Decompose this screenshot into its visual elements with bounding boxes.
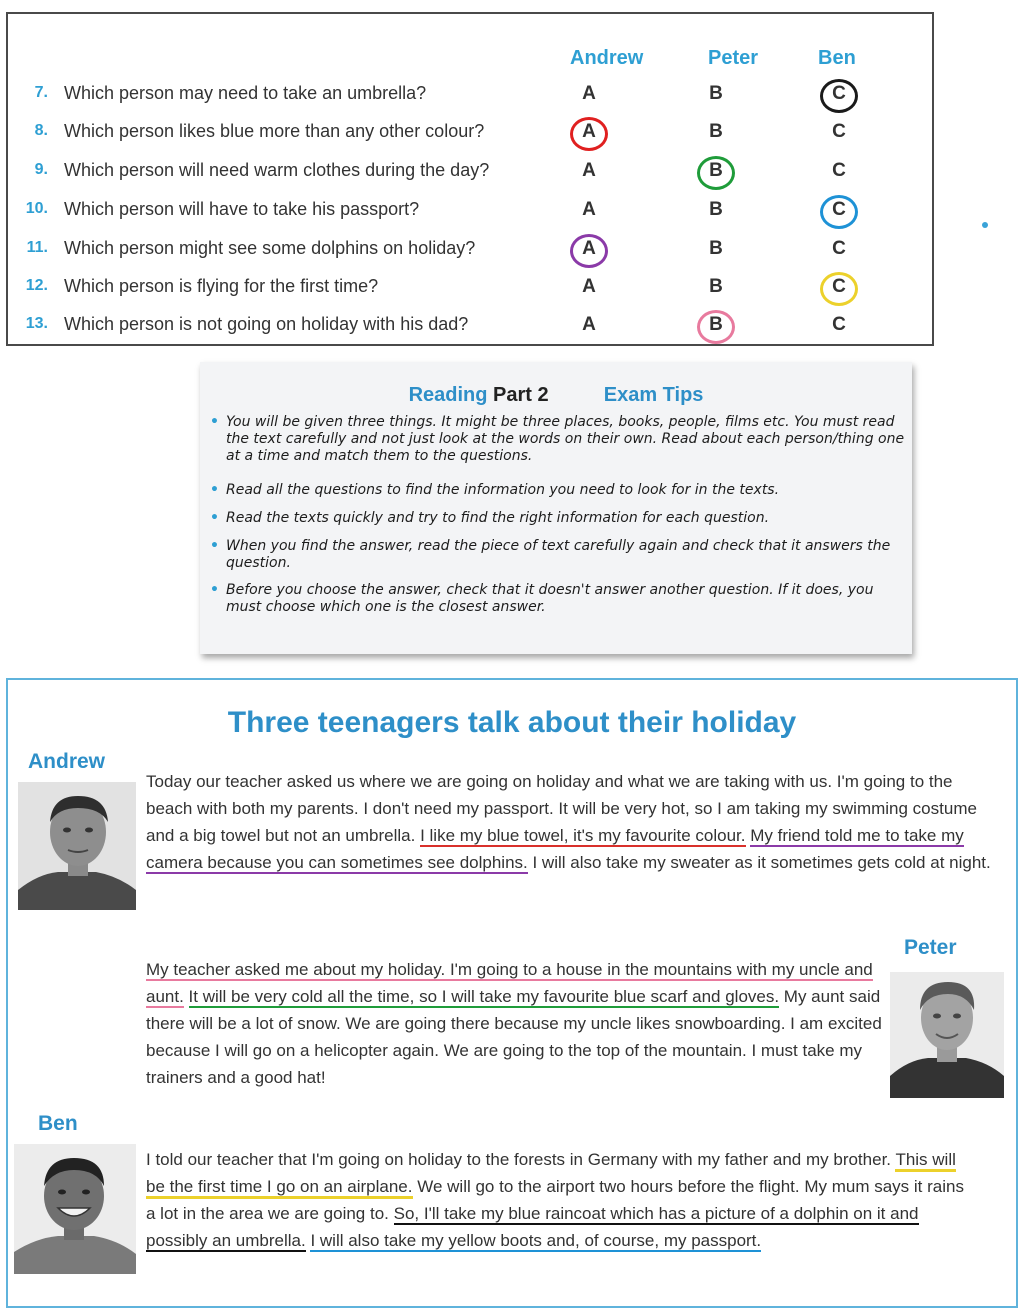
column-header-ben: Ben: [818, 47, 856, 69]
answer-option[interactable]: B: [709, 199, 723, 220]
answer-circle: [697, 156, 735, 190]
question-text: Which person is not going on holiday with his dad?: [64, 314, 469, 334]
reading-title: Three teenagers talk about their holiday: [227, 706, 797, 739]
answer-circle: [820, 195, 858, 229]
answer-option[interactable]: A: [582, 83, 596, 104]
question-table: [6, 12, 934, 346]
question-row: [8, 235, 934, 265]
question-number: 7.: [34, 84, 48, 101]
answer-circle: [820, 272, 858, 306]
answer-option[interactable]: C: [832, 314, 846, 335]
underline-purple: My friend told me to take my camera because you can sometimes see dolphins.: [146, 826, 964, 872]
exam-tips-title: [200, 384, 912, 407]
question-text: Which person will have to take his passport?: [64, 199, 420, 219]
tips-title-part: Part 2: [493, 384, 549, 406]
question-row: [8, 80, 934, 110]
question-text: Which person will need warm clothes during the day?: [64, 160, 490, 180]
question-row: [8, 157, 934, 187]
question-row: [8, 118, 934, 148]
answer-option[interactable]: B: [703, 160, 729, 182]
answer-option[interactable]: B: [709, 276, 723, 297]
underline-blue: I will also take my yellow boots and, of course, my passport.: [310, 1231, 762, 1250]
peter-name: Peter: [904, 936, 957, 959]
andrew-name: Andrew: [28, 750, 106, 773]
answer-circle: [820, 79, 858, 113]
tips-title-reading: Reading: [408, 384, 488, 406]
answer-option[interactable]: B: [709, 238, 723, 259]
question-number: 10.: [25, 200, 48, 217]
answer-option[interactable]: B: [709, 121, 723, 142]
question-text: Which person likes blue more than any other colour?: [64, 121, 485, 141]
question-text: Which person may need to take an umbrella?: [64, 83, 427, 103]
peter-paragraph: My teacher asked me about my holiday. I'm going to a house in the mountains with my uncle and aunt. It will be very cold all the time, so I will take my favourite blue scarf and gloves. My aunt said there will be a lot of snow. We are going there because my uncle likes snowboarding. I am excited because I will go on a helicopter again. We are going to the top of the mountain. I must take my trainers and a good hat!: [146, 960, 882, 1087]
andrew-paragraph: Today our teacher asked us where we are going on holiday and what we are taking with us. I'm going to the beach with both my parents. I don't need my passport. It will be very hot, so I am taking my swimming costume and a big towel but not an umbrella. I like my blue towel, it's my favourite colour. My friend told me to take my camera because you can sometimes see dolphins. I will also take my sweater as it sometimes gets cold at night.: [146, 772, 991, 872]
column-header-peter: Peter: [708, 47, 759, 69]
tip-item: • When you find the answer, read the piece of text carefully again and check that it answers the question.: [210, 538, 891, 571]
answer-option[interactable]: A: [582, 199, 596, 220]
answer-option[interactable]: B: [703, 314, 729, 336]
answer-option[interactable]: C: [832, 121, 846, 142]
question-text: Which person is flying for the first time?: [64, 276, 379, 296]
question-number: 11.: [26, 239, 48, 256]
answer-option[interactable]: A: [576, 121, 602, 143]
question-number: 9.: [34, 161, 48, 178]
question-row: [8, 196, 934, 226]
question-row: [8, 311, 934, 341]
underline-green: It will be very cold all the time, so I will take my favourite blue scarf and gloves.: [188, 987, 780, 1006]
answer-circle: [697, 310, 735, 344]
question-text: Which person might see some dolphins on holiday?: [64, 238, 476, 258]
underline-pink: My teacher asked me about my holiday. I'm going to a house in the mountains with my uncle and aunt.: [146, 960, 873, 1006]
underline-red: I like my blue towel, it's my favourite colour.: [420, 826, 746, 845]
reading-text-box: [6, 678, 1018, 1308]
answer-option[interactable]: A: [576, 238, 602, 260]
answer-option[interactable]: B: [709, 83, 723, 104]
peter-photo: [890, 972, 1004, 1098]
answer-option[interactable]: C: [826, 276, 852, 298]
underline-black: So, I'll take my blue raincoat which has a picture of a dolphin on it and possibly an umbrella.: [146, 1204, 919, 1250]
question-number: 13.: [25, 315, 48, 332]
ben-paragraph: I told our teacher that I'm going on holiday to the forests in Germany with my father and my brother. This will be the first time I go on an airplane. We will go to the airport two hours before the flight. My mum says it rains a lot in the area we are going to. So, I'll take my blue raincoat which has a picture of a dolphin on it and possibly an umbrella. I will also take my yellow boots and, of course, my passport.: [146, 1150, 964, 1250]
answer-option[interactable]: C: [826, 199, 852, 221]
question-number: 8.: [34, 122, 48, 139]
question-number: 12.: [25, 277, 48, 294]
underline-yellow: This will be the first time I go on an airplane.: [146, 1150, 956, 1199]
andrew-photo: [18, 782, 136, 910]
answer-option[interactable]: C: [832, 160, 846, 181]
answer-option[interactable]: A: [582, 314, 596, 335]
ben-photo: [14, 1144, 136, 1274]
ben-name: Ben: [38, 1112, 78, 1135]
answer-option[interactable]: A: [582, 160, 596, 181]
answer-option[interactable]: C: [826, 83, 852, 105]
tip-item: • Read the texts quickly and try to find the right information for each question.: [210, 510, 770, 526]
answer-circle: [570, 234, 608, 268]
answer-circle: [570, 117, 608, 151]
answer-option[interactable]: A: [582, 276, 596, 297]
tip-item: • Read all the questions to find the information you need to look for in the texts.: [210, 482, 780, 498]
stray-dot: [982, 222, 988, 228]
answer-option[interactable]: C: [832, 238, 846, 259]
tip-item: • Before you choose the answer, check that it doesn't answer another question. If it does, you must choose which one is the closest answer.: [210, 582, 874, 615]
exam-tips-card: [200, 362, 912, 654]
question-row: [8, 273, 934, 303]
tips-title-exam: Exam Tips: [603, 384, 704, 406]
column-header-andrew: Andrew: [570, 47, 644, 69]
tip-item: • You will be given three things. It might be three places, books, people, films etc. You must read the text carefully and not just look at the words on their own. Read about each person/thing one at a time and match them to the questions.: [210, 414, 905, 464]
